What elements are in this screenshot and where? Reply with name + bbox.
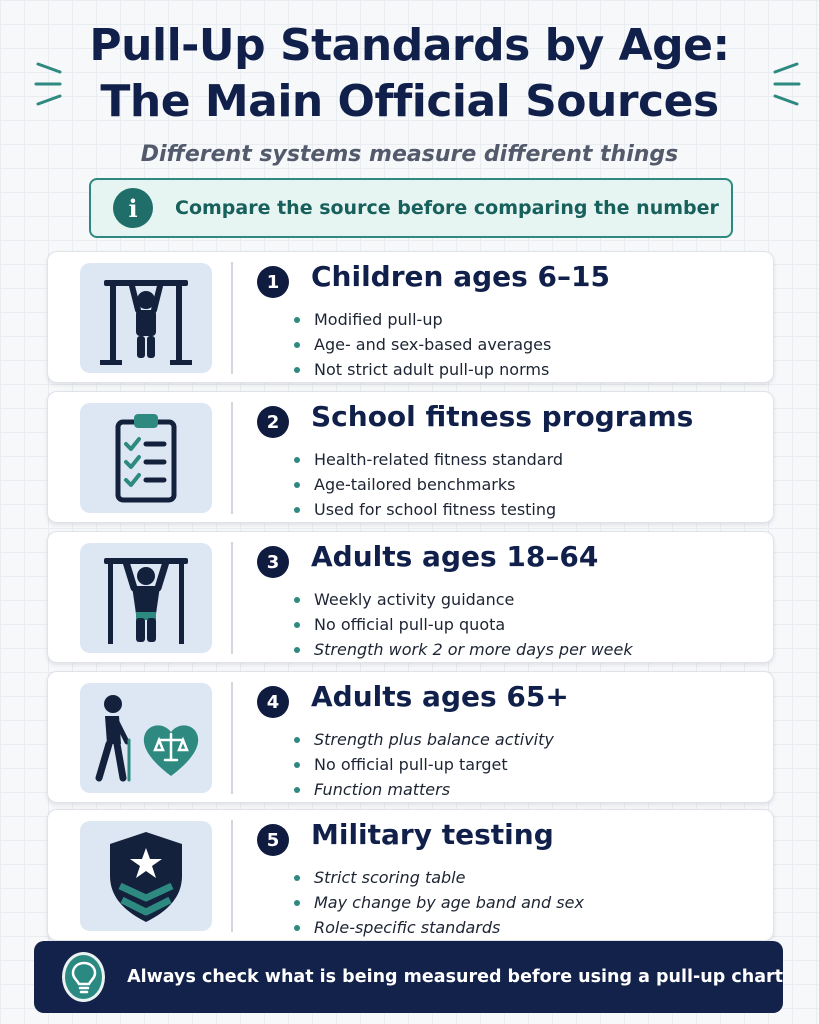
- bullet-item: No official pull-up target: [288, 752, 554, 777]
- lightbulb-icon: [62, 952, 105, 1002]
- bullet-item: May change by age band and sex: [288, 890, 584, 915]
- bullet-item: Strength work 2 or more days per week: [288, 637, 633, 662]
- bullet-item: Role-specific standards: [288, 915, 584, 940]
- card-heading: School fitness programs: [311, 400, 694, 433]
- card-school: [47, 391, 774, 523]
- page-title: [0, 18, 819, 130]
- bullet-item: Age-tailored benchmarks: [288, 472, 563, 497]
- bullet-item: No official pull-up quota: [288, 612, 633, 637]
- card-military: [47, 809, 774, 941]
- card-bullet-list: [288, 727, 554, 802]
- bullet-item: Health-related fitness standard: [288, 447, 563, 472]
- bullet-item: Function matters: [288, 777, 554, 802]
- bullet-item: Strength plus balance activity: [288, 727, 554, 752]
- card-divider: [231, 262, 233, 374]
- footer-banner: [34, 941, 783, 1013]
- sparkle-left-icon: [34, 58, 64, 110]
- card-heading: Adults ages 18–64: [311, 540, 599, 573]
- subtitle: Different systems measure different things: [140, 142, 679, 167]
- source-callout: [89, 178, 733, 238]
- card-seniors: [47, 671, 774, 803]
- card-children: [47, 251, 774, 383]
- card-divider: [231, 542, 233, 654]
- card-bullet-list: [288, 865, 584, 940]
- bullet-item: Strict scoring table: [288, 865, 584, 890]
- military-shield-icon: [80, 821, 212, 931]
- senior-balance-icon: [80, 683, 212, 793]
- card-number-badge: 3: [257, 546, 289, 578]
- clipboard-checklist-icon: [80, 403, 212, 513]
- card-divider: [231, 682, 233, 794]
- bullet-item: Modified pull-up: [288, 307, 551, 332]
- bullet-item: Not strict adult pull-up norms: [288, 357, 551, 382]
- bullet-item: Weekly activity guidance: [288, 587, 633, 612]
- card-bullet-list: [288, 307, 551, 382]
- card-number-badge: 5: [257, 824, 289, 856]
- card-heading: Adults ages 65+: [311, 680, 569, 713]
- title-line-2: The Main Official Sources: [100, 76, 719, 127]
- card-bullet-list: [288, 587, 633, 662]
- adult-pull-up-icon: [80, 543, 212, 653]
- card-heading: Military testing: [311, 818, 554, 851]
- card-number-badge: 2: [257, 406, 289, 438]
- card-number-badge: 4: [257, 686, 289, 718]
- card-divider: [231, 402, 233, 514]
- sparkle-right-icon: [771, 58, 801, 110]
- card-heading: Children ages 6–15: [311, 260, 610, 293]
- title-line-1: Pull-Up Standards by Age:: [89, 20, 730, 71]
- callout-text: Compare the source before comparing the number: [175, 197, 719, 219]
- card-divider: [231, 820, 233, 932]
- banner-text: Always check what is being measured before using a pull-up chart: [127, 967, 783, 987]
- info-icon: i: [113, 188, 153, 228]
- bullet-item: Age- and sex-based averages: [288, 332, 551, 357]
- card-number-badge: 1: [257, 266, 289, 298]
- card-bullet-list: [288, 447, 563, 522]
- bullet-item: Used for school fitness testing: [288, 497, 563, 522]
- card-adults: [47, 531, 774, 663]
- child-pull-up-icon: [80, 263, 212, 373]
